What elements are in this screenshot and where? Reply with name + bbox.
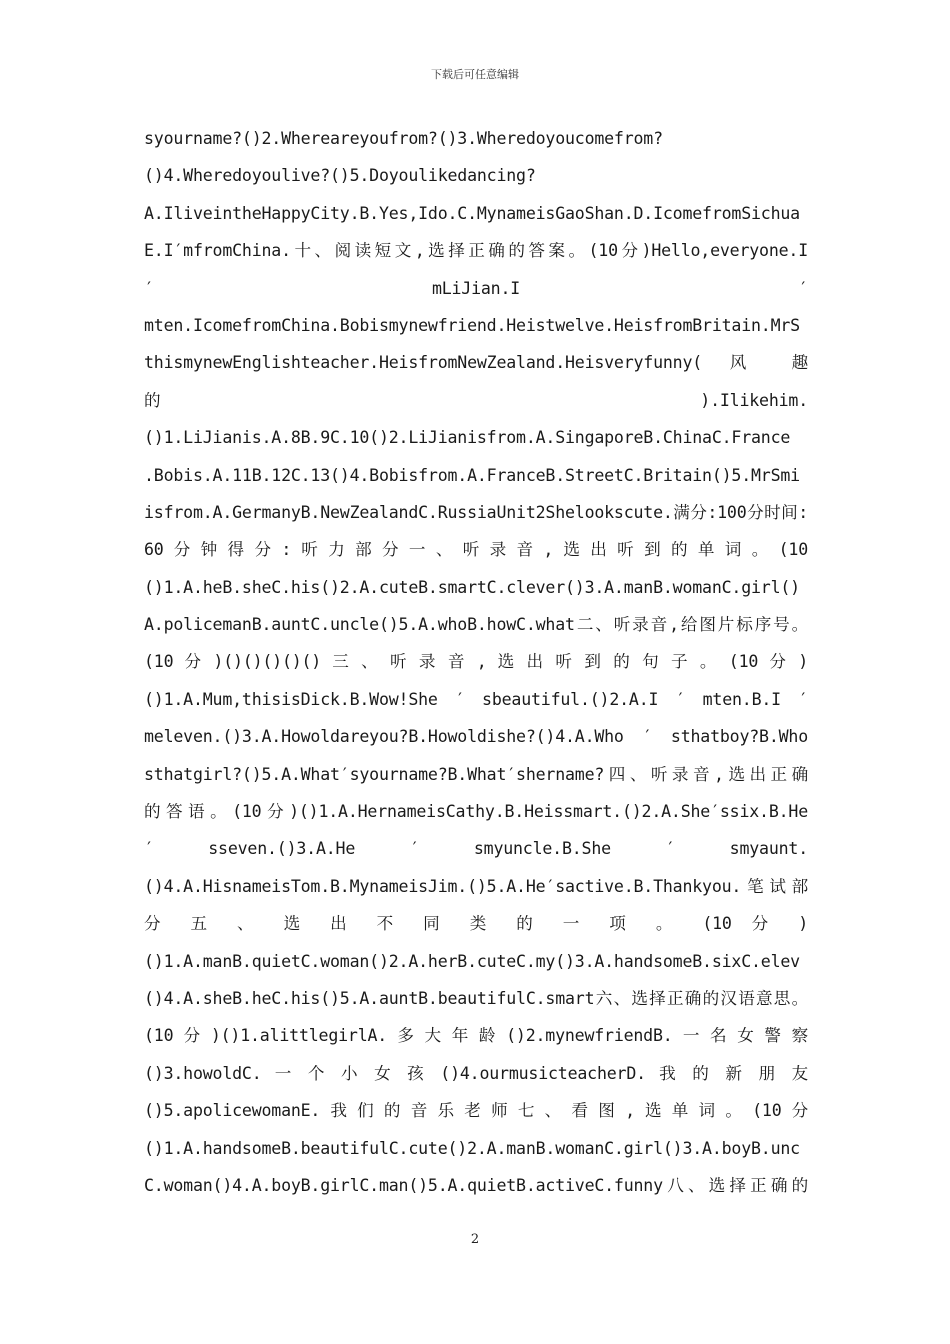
page-number: 2: [470, 1232, 480, 1247]
text-line: ′ mLiJian.I ′: [144, 278, 808, 298]
text-line: ()1.A.handsomeB.beautifulC.cute()2.A.manB.womanC.girl()3.A.boyB.unc: [144, 1138, 800, 1158]
text-line: sthatgirl?()5.A.What′syourname?B.What′shername?四、听录音,选出正确: [144, 764, 808, 784]
text-line: A.IliveintheHappyCity.B.Yes,Ido.C.MynameisGaoShan.D.IcomefromSichua: [144, 203, 800, 223]
text-line: 60 分 钟 得 分 : 听 力 部 分 一 、 听 录 音 , 选 出 听 到 的 单 词 。 (10: [144, 540, 808, 560]
text-line: 的 ).Ilikehim.: [144, 390, 808, 410]
text-line: 分 五 、 选 出 不 同 类 的 一 项 。 (10 分 ): [144, 914, 808, 934]
document-body: [144, 120, 808, 1204]
text-line: (10 分 )()1.alittlegirlA. 多 大 年 龄 ()2.mynewfriendB. 一 名 女 警 察: [144, 1026, 808, 1046]
text-line: .Bobis.A.11B.12C.13()4.Bobisfrom.A.FranceB.StreetC.Britain()5.MrSmi: [144, 465, 800, 485]
text-line: ()4.Wheredoyoulive?()5.Doyoulikedancing?: [144, 166, 536, 186]
text-line: ′ sseven.()3.A.He ′ smyuncle.B.She ′ smyaunt.: [144, 839, 808, 859]
text-line: E.I′mfromChina.十、阅读短文,选择正确的答案。(10分)Hello,everyone.I: [144, 241, 808, 261]
text-line: isfrom.A.GermanyB.NewZealandC.RussiaUnit2Shelookscute.满分:100分时间:: [144, 502, 808, 522]
text-line: C.woman()4.A.boyB.girlC.man()5.A.quietB.activeC.funny八、选择正确的: [144, 1175, 808, 1195]
text-line: 的答语。(10分)()1.A.HernameisCathy.B.Heissmart.()2.A.She′ssix.B.He: [144, 802, 808, 822]
text-line: ()1.A.Mum,thisisDick.B.Wow!She ′ sbeautiful.()2.A.I ′ mten.B.I ′: [144, 689, 808, 709]
text-line: ()4.A.HisnameisTom.B.MynameisJim.()5.A.He′sactive.B.Thankyou.笔试部: [144, 876, 808, 896]
text-line: ()1.A.manB.quietC.woman()2.A.herB.cuteC.my()3.A.handsomeB.sixC.elev: [144, 951, 800, 971]
text-line: A.policemanB.auntC.uncle()5.A.whoB.howC.what二、听录音,给图片标序号。: [144, 615, 808, 635]
text-line: ()3.howoldC. 一 个 小 女 孩 ()4.ourmusicteacherD. 我 的 新 朋 友: [144, 1063, 808, 1083]
text-line: meleven.()3.A.Howoldareyou?B.Howoldishe?()4.A.Who ′ sthatboy?B.Who: [144, 727, 808, 747]
text-line: thismynewEnglishteacher.HeisfromNewZealand.Heisveryfunny( 风 趣: [144, 353, 808, 373]
text-line: ()1.LiJianis.A.8B.9C.10()2.LiJianisfrom.A.SingaporeB.ChinaC.France: [144, 428, 791, 448]
text-line: ()1.A.heB.sheC.his()2.A.cuteB.smartC.clever()3.A.manB.womanC.girl(): [144, 577, 800, 597]
text-line: ()5.apolicewomanE. 我 们 的 音 乐 老 师 七 、 看 图 , 选 单 词 。 (10 分: [144, 1101, 808, 1121]
text-line: syourname?()2.Whereareyoufrom?()3.Wheredoyoucomefrom?: [144, 129, 663, 148]
text-line: (10 分 )()()()()() 三 、 听 录 音 , 选 出 听 到 的 句 子 。 (10 分 ): [144, 652, 808, 672]
text-line: ()4.A.sheB.heC.his()5.A.auntB.beautifulC.smart六、选择正确的汉语意思。: [144, 988, 808, 1008]
page-header: 下载后可任意编辑: [431, 68, 519, 81]
text-line: mten.IcomefromChina.Bobismynewfriend.Heistwelve.HeisfromBritain.MrS: [144, 315, 800, 335]
